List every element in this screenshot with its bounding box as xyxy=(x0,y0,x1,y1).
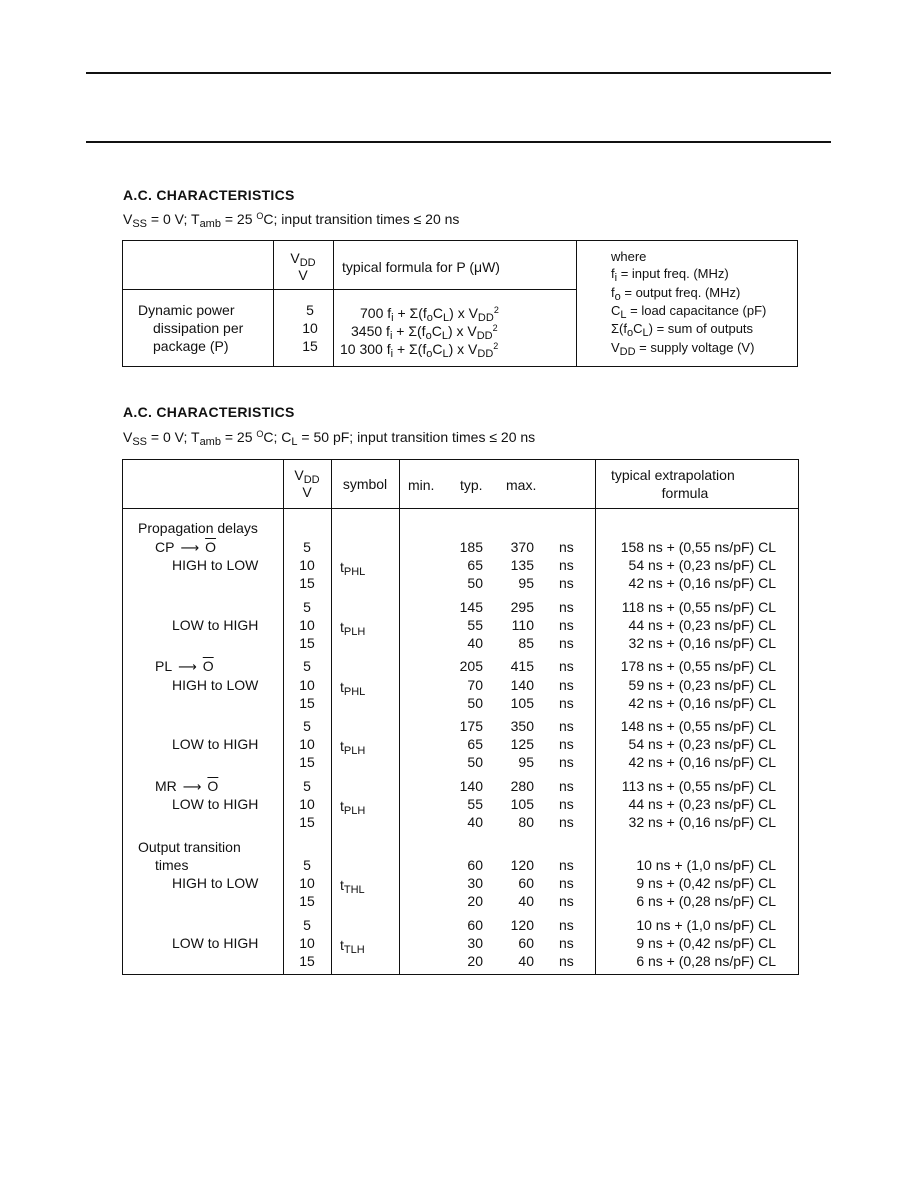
row-unit: ns xyxy=(559,677,574,693)
row-unit: ns xyxy=(559,953,574,969)
row-formula: 59 ns + (0,23 ns/pF) CL xyxy=(628,677,776,693)
where-fo: $f_o$ = output freq. (MHz) xyxy=(611,285,741,303)
row-typ: 65 xyxy=(467,557,483,573)
row-unit: ns xyxy=(559,796,574,812)
row-max: 85 xyxy=(518,635,534,651)
section1-conditions: $V_{SS} = 0$ V; $T_{amb} = 25$ $^O$C; input transition times ≤ 20 ns xyxy=(123,211,460,230)
row-unit: ns xyxy=(559,857,574,873)
power-param-line1: Dynamic power xyxy=(138,302,235,318)
row-typ: 65 xyxy=(467,736,483,752)
row-vdd: 10 xyxy=(299,736,315,752)
label-l2h-4: LOW to HIGH xyxy=(172,935,259,951)
row-unit: ns xyxy=(559,695,574,711)
where-sum: $\Sigma(f_oC_L)$ = sum of outputs xyxy=(611,321,754,339)
row-max: 280 xyxy=(510,778,534,794)
symbol-tplh-2: $t_{PLH}$ xyxy=(340,738,366,757)
row-vdd: 10 xyxy=(299,677,315,693)
row-vdd: 5 xyxy=(303,778,311,794)
power-vdd-15: 15 xyxy=(302,338,318,354)
row-formula: 6 ns + (0,28 ns/pF) CL xyxy=(636,893,776,909)
ac-head-extrap1: typical extrapolation xyxy=(611,467,735,483)
section2-conditions: $V_{SS} = 0$ V; $T_{amb} = 25$ $^O$C; $C_L = 50$ pF; input transition times ≤ 20 ns xyxy=(123,429,536,448)
ac-head-extrap2: formula xyxy=(661,485,709,501)
row-vdd: 5 xyxy=(303,718,311,734)
ac-head-min: min. xyxy=(408,477,435,493)
row-max: 80 xyxy=(518,814,534,830)
label-l2h-3: LOW to HIGH xyxy=(172,796,259,812)
row-unit: ns xyxy=(559,917,574,933)
row-formula: 118 ns + (0,55 ns/pF) CL xyxy=(621,599,776,615)
row-vdd: 10 xyxy=(299,617,315,633)
symbol-tthl: $t_{THL}$ xyxy=(340,877,365,896)
row-unit: ns xyxy=(559,635,574,651)
row-unit: ns xyxy=(559,557,574,573)
row-unit: ns xyxy=(559,893,574,909)
row-formula: 10 ns + (1,0 ns/pF) CL xyxy=(636,857,776,873)
row-unit: ns xyxy=(559,754,574,770)
where-fi: $f_i$ = input freq. (MHz) xyxy=(611,266,729,284)
ac-head-symbol: symbol xyxy=(342,476,388,492)
row-unit: ns xyxy=(559,778,574,794)
row-formula: 54 ns + (0,23 ns/pF) CL xyxy=(628,557,776,573)
label-h2l-1: HIGH to LOW xyxy=(172,557,259,573)
row-max: 120 xyxy=(510,857,534,873)
row-vdd: 5 xyxy=(303,857,311,873)
row-vdd: 15 xyxy=(299,814,315,830)
row-unit: ns xyxy=(559,617,574,633)
row-vdd: 15 xyxy=(299,635,315,651)
label-cp-to-o: CP ⟶ $\overline{O}$ xyxy=(155,539,216,555)
ac-head-max: max. xyxy=(506,477,537,493)
power-formula-15: 10 300 $f_i + \Sigma(f_oC_L)$ x $V_{DD}^2$ xyxy=(340,341,499,360)
power-vdd-5: 5 xyxy=(306,302,314,318)
row-typ: 30 xyxy=(467,935,483,951)
row-vdd: 15 xyxy=(299,695,315,711)
row-formula: 42 ns + (0,16 ns/pF) CL xyxy=(628,575,776,591)
row-max: 110 xyxy=(511,617,534,633)
row-typ: 60 xyxy=(467,857,483,873)
ac-head-v: V xyxy=(302,484,312,500)
row-max: 40 xyxy=(518,893,534,909)
row-typ: 175 xyxy=(459,718,483,734)
row-unit: ns xyxy=(559,658,574,674)
row-max: 125 xyxy=(510,736,534,752)
row-formula: 6 ns + (0,28 ns/pF) CL xyxy=(636,953,776,969)
row-typ: 20 xyxy=(467,953,483,969)
power-head-vdd: $V_{DD}$ xyxy=(290,250,316,269)
symbol-ttlh: $t_{TLH}$ xyxy=(340,937,365,956)
power-head-v: V xyxy=(298,267,308,283)
row-typ: 185 xyxy=(459,539,483,555)
power-param-line2: dissipation per xyxy=(153,320,244,336)
label-mr-to-o: MR ⟶ $\overline{O}$ xyxy=(155,778,219,794)
label-output-transition: Output transition xyxy=(138,839,241,855)
row-vdd: 10 xyxy=(299,557,315,573)
row-unit: ns xyxy=(559,599,574,615)
ac-head-typ: typ. xyxy=(460,477,483,493)
row-max: 105 xyxy=(510,695,534,711)
row-max: 135 xyxy=(510,557,534,573)
row-formula: 9 ns + (0,42 ns/pF) CL xyxy=(636,875,776,891)
symbol-tphl-1: $t_{PHL}$ xyxy=(340,559,366,578)
row-typ: 50 xyxy=(467,575,483,591)
row-unit: ns xyxy=(559,539,574,555)
row-typ: 40 xyxy=(467,814,483,830)
row-max: 95 xyxy=(518,754,534,770)
row-vdd: 15 xyxy=(299,754,315,770)
arrow-right-icon: ⟶ xyxy=(182,779,202,794)
row-unit: ns xyxy=(559,575,574,591)
top-rule xyxy=(86,72,831,74)
row-vdd: 10 xyxy=(299,875,315,891)
where-vdd: $V_{DD}$ = supply voltage (V) xyxy=(611,340,755,358)
label-propagation-delays: Propagation delays xyxy=(138,520,258,536)
row-typ: 140 xyxy=(459,778,483,794)
symbol-tplh-1: $t_{PLH}$ xyxy=(340,619,366,638)
second-rule xyxy=(86,141,831,143)
row-vdd: 15 xyxy=(299,953,315,969)
row-max: 95 xyxy=(518,575,534,591)
row-vdd: 5 xyxy=(303,658,311,674)
row-max: 370 xyxy=(510,539,534,555)
row-formula: 113 ns + (0,55 ns/pF) CL xyxy=(621,778,776,794)
row-unit: ns xyxy=(559,814,574,830)
row-formula: 54 ns + (0,23 ns/pF) CL xyxy=(628,736,776,752)
row-max: 350 xyxy=(510,718,534,734)
row-formula: 32 ns + (0,16 ns/pF) CL xyxy=(628,635,776,651)
label-h2l-2: HIGH to LOW xyxy=(172,677,259,693)
label-pl-to-o: PL ⟶ $\overline{O}$ xyxy=(155,658,214,674)
power-head-formula: typical formula for P (μW) xyxy=(342,259,500,275)
row-vdd: 15 xyxy=(299,575,315,591)
row-typ: 60 xyxy=(467,917,483,933)
row-vdd: 10 xyxy=(299,796,315,812)
label-times: times xyxy=(155,857,189,873)
row-formula: 42 ns + (0,16 ns/pF) CL xyxy=(628,695,776,711)
section1-title: A.C. CHARACTERISTICS xyxy=(123,187,295,203)
row-formula: 42 ns + (0,16 ns/pF) CL xyxy=(628,754,776,770)
row-vdd: 5 xyxy=(303,599,311,615)
row-max: 40 xyxy=(518,953,534,969)
row-vdd: 10 xyxy=(299,935,315,951)
power-vdd-10: 10 xyxy=(302,320,318,336)
row-typ: 145 xyxy=(459,599,483,615)
symbol-tplh-3: $t_{PLH}$ xyxy=(340,798,366,817)
row-formula: 44 ns + (0,23 ns/pF) CL xyxy=(628,617,776,633)
row-vdd: 15 xyxy=(299,893,315,909)
row-unit: ns xyxy=(559,875,574,891)
row-typ: 20 xyxy=(467,893,483,909)
label-l2h-1: LOW to HIGH xyxy=(172,617,259,633)
arrow-right-icon: ⟶ xyxy=(180,540,200,555)
row-unit: ns xyxy=(559,736,574,752)
row-formula: 10 ns + (1,0 ns/pF) CL xyxy=(636,917,776,933)
row-typ: 50 xyxy=(467,695,483,711)
ac-head-vdd: $V_{DD}$ xyxy=(294,467,320,486)
row-unit: ns xyxy=(559,718,574,734)
row-typ: 50 xyxy=(467,754,483,770)
section2-title: A.C. CHARACTERISTICS xyxy=(123,404,295,420)
row-formula: 32 ns + (0,16 ns/pF) CL xyxy=(628,814,776,830)
row-max: 120 xyxy=(510,917,534,933)
row-vdd: 5 xyxy=(303,539,311,555)
where-cl: $C_L$ = load capacitance (pF) xyxy=(611,303,767,321)
power-param-line3: package (P) xyxy=(153,338,229,354)
row-max: 295 xyxy=(510,599,534,615)
symbol-tphl-2: $t_{PHL}$ xyxy=(340,679,366,698)
row-typ: 40 xyxy=(467,635,483,651)
row-max: 140 xyxy=(510,677,534,693)
label-l2h-2: LOW to HIGH xyxy=(172,736,259,752)
row-formula: 44 ns + (0,23 ns/pF) CL xyxy=(628,796,776,812)
row-max: 60 xyxy=(518,935,534,951)
arrow-right-icon: ⟶ xyxy=(178,659,197,674)
row-typ: 70 xyxy=(467,677,483,693)
row-typ: 55 xyxy=(467,796,483,812)
power-formula-10: 3450 $f_i + \Sigma(f_oC_L)$ x $V_{DD}^2$ xyxy=(351,323,498,342)
row-formula: 158 ns + (0,55 ns/pF) CL xyxy=(620,539,776,555)
label-h2l-3: HIGH to LOW xyxy=(172,875,259,891)
row-typ: 30 xyxy=(467,875,483,891)
row-max: 415 xyxy=(510,658,534,674)
where-label: where xyxy=(611,249,647,264)
row-typ: 205 xyxy=(459,658,483,674)
row-max: 60 xyxy=(518,875,534,891)
row-formula: 178 ns + (0,55 ns/pF) CL xyxy=(620,658,776,674)
row-formula: 9 ns + (0,42 ns/pF) CL xyxy=(636,935,776,951)
row-vdd: 5 xyxy=(303,917,311,933)
row-unit: ns xyxy=(559,935,574,951)
row-typ: 55 xyxy=(467,617,483,633)
row-formula: 148 ns + (0,55 ns/pF) CL xyxy=(620,718,776,734)
power-formula-5: 700 $f_i + \Sigma(f_oC_L)$ x $V_{DD}^2$ xyxy=(360,305,499,324)
row-max: 105 xyxy=(510,796,534,812)
